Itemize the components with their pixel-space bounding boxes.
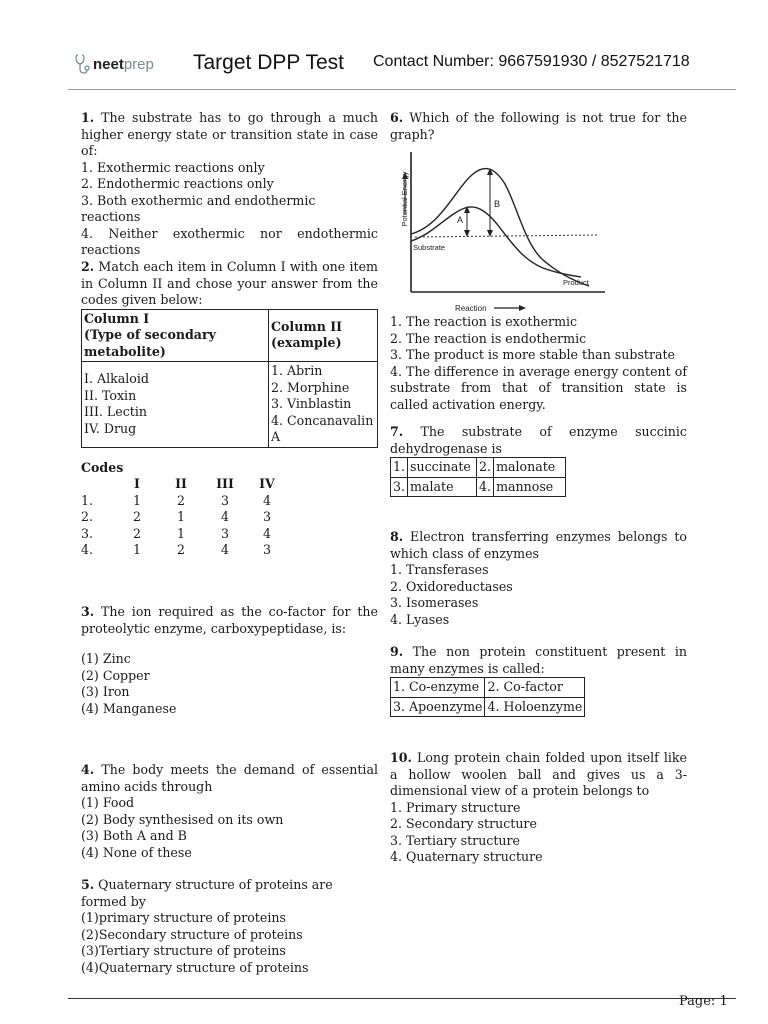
question-1-stem: [81, 110, 378, 160]
column-1-item: II. Toxin: [84, 387, 137, 403]
codes-header: II: [175, 476, 187, 491]
question-8: [390, 529, 687, 628]
question-8-stem: [390, 529, 687, 562]
question-2: [81, 259, 378, 559]
codes-cell: 3: [262, 542, 271, 557]
column-2-items: [269, 362, 378, 448]
x-axis-label: Reaction: [455, 304, 487, 313]
codes-cell: 4: [262, 525, 271, 541]
question-number: 3.: [81, 604, 95, 619]
question-1: [81, 110, 378, 259]
question-number: 5.: [81, 877, 95, 892]
question-9: [390, 644, 687, 717]
option-number: 1.: [391, 458, 408, 478]
question-4: [81, 762, 378, 861]
neetprep-logo: [74, 52, 154, 76]
option: 1. Exothermic reactions only: [81, 159, 265, 175]
column-1-item: I. Alkaloid: [84, 371, 149, 387]
codes-header: I: [134, 476, 140, 491]
stethoscope-icon: [74, 52, 92, 76]
column-1-item: IV. Drug: [84, 420, 137, 436]
question-text: Quaternary structure of proteins are formed by: [81, 877, 333, 909]
codes-label: Codes: [81, 459, 124, 475]
question-3-stem: [81, 604, 378, 637]
option: 2. The reaction is endothermic: [390, 330, 587, 346]
option: 2. Oxidoreductases: [390, 578, 513, 594]
option: 1. The reaction is exothermic: [390, 314, 578, 329]
page-header: [0, 0, 768, 90]
option-text: malate: [408, 477, 477, 497]
option: (3) Iron: [81, 684, 130, 699]
option: 4. Quaternary structure: [390, 849, 543, 864]
match-table-body-row: [82, 362, 378, 448]
question-2-stem: [81, 259, 378, 309]
substrate-label: Substrate: [413, 243, 446, 252]
question-text: The non protein constituent present in many enzymes is called:: [390, 644, 687, 676]
option: (2) Copper: [81, 667, 150, 683]
option: 4. Lyases: [390, 611, 450, 627]
option: 3. Both exothermic and endothermic reactions: [81, 192, 316, 224]
column-1-header: [82, 309, 269, 362]
question-number: 9.: [390, 644, 404, 659]
column-2-item: 4. Concanavalin A: [271, 412, 374, 444]
column-1-item: III. Lectin: [84, 404, 147, 420]
option-number: 3.: [391, 477, 408, 497]
product-label: Product: [563, 278, 589, 287]
question-number: 1.: [81, 110, 95, 125]
option-text: 2. Co-factor: [485, 678, 585, 698]
codes-cell: 1: [132, 542, 141, 557]
column-1-subtitle: (Type of secondary: [84, 327, 216, 342]
codes-cell: 2: [176, 492, 185, 508]
column-1-title: Column I: [84, 310, 150, 326]
option: (4) Manganese: [81, 700, 177, 716]
column-2-header: [269, 309, 378, 362]
question-number: 6.: [390, 110, 404, 125]
option: 4. The difference in average energy content of substrate from that of transition state is called activation energy.: [390, 363, 687, 412]
option-text: 4. Holoenzyme: [485, 697, 585, 717]
question-7: [390, 424, 687, 497]
column-2-item: 1. Abrin: [271, 363, 323, 378]
question-number: 2.: [81, 259, 95, 274]
question-7-stem: [390, 424, 687, 457]
column-2-title: Column II: [271, 318, 343, 334]
option-text: 1. Co-enzyme: [391, 678, 485, 698]
codes-cell: 1: [176, 525, 185, 541]
page-number: Page: 1: [679, 994, 728, 1009]
header-divider: [68, 89, 736, 90]
question-text: The ion required as the co-factor for the proteolytic enzyme, carboxypeptidase, is:: [81, 604, 378, 636]
option-text: 3. Apoenzyme: [391, 697, 485, 717]
question-text: Which of the following is not true for the graph?: [390, 110, 687, 142]
question-10-stem: [390, 750, 687, 800]
match-table-header-row: [82, 309, 378, 362]
a-arrowhead-down: [464, 230, 470, 237]
codes-cell: 4: [220, 509, 229, 524]
option: 2. Endothermic reactions only: [81, 176, 274, 191]
option: (4) None of these: [81, 844, 192, 860]
question-number: 4.: [81, 762, 95, 777]
option: (1) Food: [81, 795, 135, 810]
question-number: 10.: [390, 750, 412, 765]
question-text: Electron transferring enzymes belongs to which class of enzymes: [390, 529, 687, 561]
option-number: 4.: [477, 477, 494, 497]
question-text: The substrate has to go through a much higher energy state or transition state in case of:: [81, 110, 378, 158]
page-title: Target DPP Test: [193, 51, 344, 74]
column-2-item: 3. Vinblastin: [271, 396, 352, 411]
x-axis-arrowhead: [519, 305, 526, 311]
contact-number: Contact Number: 9667591930 / 8527521718: [373, 53, 690, 70]
option-text: succinate: [408, 458, 477, 478]
column-2-item: 2. Morphine: [271, 379, 350, 395]
codes-cell: 3.: [81, 525, 94, 541]
question-5: [81, 877, 378, 976]
question-5-stem: [81, 877, 378, 910]
question-10: [390, 750, 687, 866]
option: (3)Tertiary structure of proteins: [81, 943, 286, 958]
option: 2. Secondary structure: [390, 816, 537, 831]
q7-options-table: [390, 457, 566, 497]
codes-cell: 1.: [81, 492, 94, 508]
option: 1. Primary structure: [390, 799, 521, 815]
column-1-subtitle: metabolite): [84, 343, 166, 359]
y-axis-label: Potential Energy: [400, 171, 409, 227]
q9-options-table: [390, 677, 585, 717]
option: (2) Body synthesised on its own: [81, 811, 284, 827]
codes-cell: 1: [132, 492, 141, 508]
option-text: mannose: [494, 477, 566, 497]
logo-text-neet: neet: [93, 55, 124, 73]
codes-cell: 1: [176, 509, 185, 524]
codes-cell: 3: [262, 509, 271, 524]
question-text: Long protein chain folded upon itself like a hollow woolen ball and gives us a 3-dimensional view of a protein belongs to: [390, 750, 687, 798]
codes-cell: 4: [262, 492, 271, 508]
question-9-stem: [390, 644, 687, 677]
option: 3. The product is more stable than substrate: [390, 347, 676, 362]
option: 4. Neither exothermic nor endothermic reactions: [81, 225, 378, 257]
question-text: The body meets the demand of essential amino acids through: [81, 762, 378, 794]
energy-graph: [393, 144, 608, 314]
label-b: B: [494, 199, 501, 209]
option: (1) Zinc: [81, 651, 131, 666]
option: 3. Isomerases: [390, 595, 479, 610]
column-1-items: [82, 362, 269, 448]
question-4-stem: [81, 762, 378, 795]
option: 3. Tertiary structure: [390, 832, 521, 848]
option-text: malonate: [494, 458, 566, 478]
codes-cell: 4.: [81, 542, 94, 557]
codes-header: III: [216, 476, 234, 491]
codes-header: IV: [259, 476, 275, 491]
label-a: A: [457, 215, 464, 225]
question-text: The substrate of enzyme succinic dehydrogenase is: [390, 424, 687, 456]
question-6: [390, 110, 687, 413]
footer-divider: [68, 998, 736, 999]
option: 1. Transferases: [390, 562, 489, 577]
question-6-stem: [390, 110, 687, 143]
question-3: [81, 604, 378, 717]
codes-header: [81, 476, 115, 493]
codes-cell: 3: [220, 492, 229, 508]
codes-cell: 2: [132, 525, 141, 541]
codes-grid: [81, 476, 378, 559]
column-2-subtitle: (example): [271, 335, 342, 351]
codes-cell: 4: [220, 542, 229, 557]
codes-cell: 3: [220, 525, 229, 541]
option: (1)primary structure of proteins: [81, 910, 286, 925]
option: (3) Both A and B: [81, 828, 187, 843]
question-number: 7.: [390, 424, 404, 439]
question-number: 8.: [390, 529, 404, 544]
option: (2)Secondary structure of proteins: [81, 926, 303, 942]
match-table: [81, 309, 378, 448]
option: (4)Quaternary structure of proteins: [81, 959, 309, 975]
codes-cell: 2.: [81, 509, 94, 524]
codes-cell: 2: [176, 542, 185, 557]
codes-cell: 2: [132, 509, 141, 524]
question-text: Match each item in Column I with one item in Column II and chose your answer from the codes given below:: [81, 259, 378, 307]
option-number: 2.: [477, 458, 494, 478]
logo-text-prep: prep: [123, 55, 154, 73]
